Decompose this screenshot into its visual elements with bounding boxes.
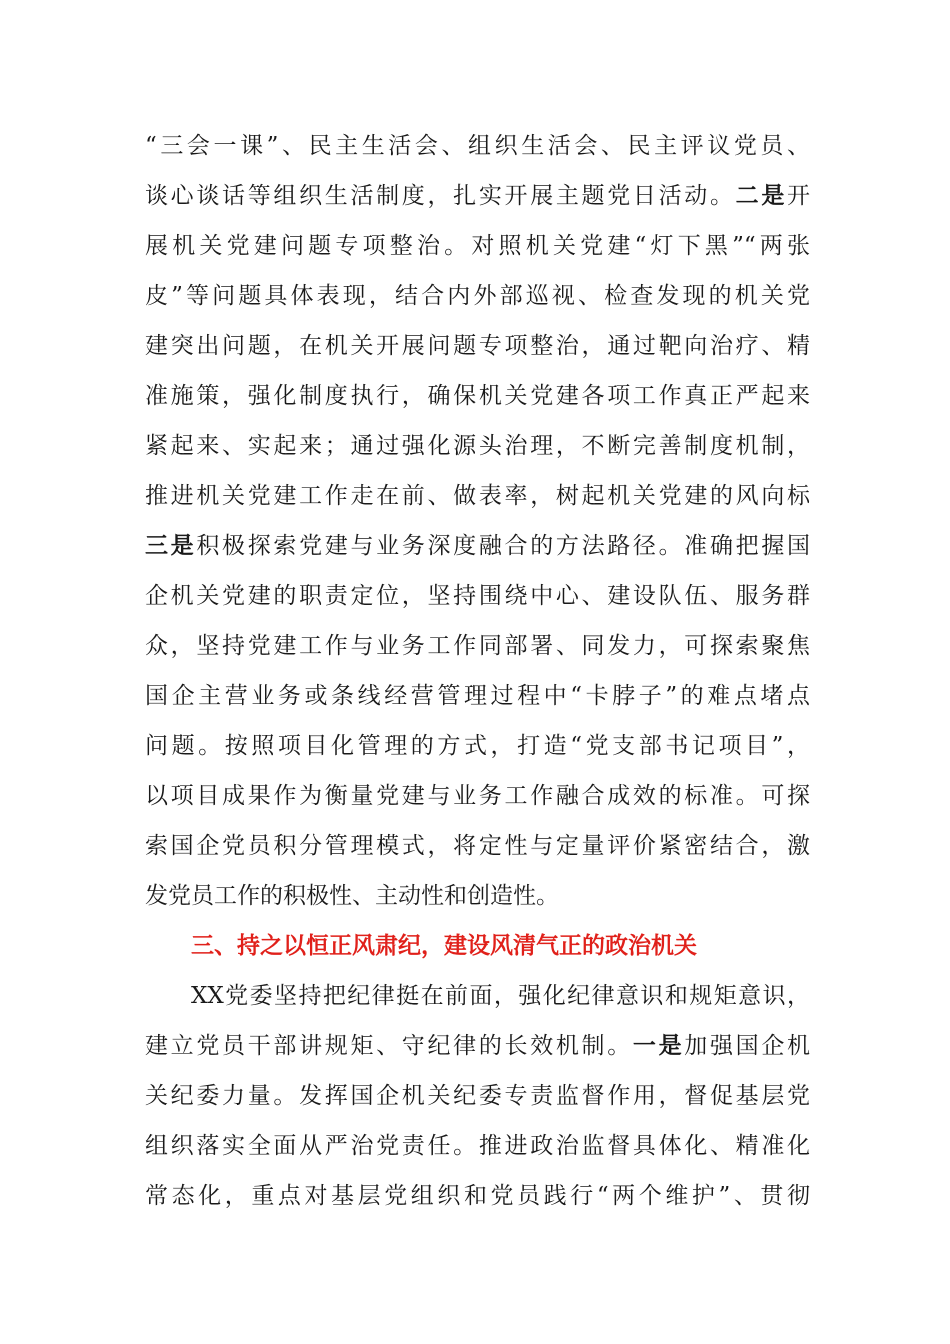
bold-marker-er-shi: 二是 [735, 183, 788, 209]
document-body [145, 121, 810, 1221]
para2-line-1-content: XX党委坚持把纪律挺在前面，强化纪律意识和规矩意识， [191, 983, 810, 1009]
text-line-11-content: 众，坚持党建工作与业务工作同部署、同发力，可探索聚焦 [145, 633, 810, 659]
text-line-16 [145, 871, 810, 921]
bold-marker-san-shi: 三是 [145, 533, 197, 559]
para2-line-5-content: 常态化，重点对基层党组织和党员践行“两个维护”、贯彻 [145, 1183, 810, 1209]
text-line-10 [145, 571, 810, 621]
text-line-15 [145, 821, 810, 871]
text-line-5-content: 建突出问题，在机关开展问题专项整治，通过靶向治疗、精 [145, 333, 810, 359]
section-heading: 三、持之以恒正风肃纪，建设风清气正的政治机关 [191, 933, 697, 959]
text-line-11 [145, 621, 810, 671]
text-line-9 [145, 521, 810, 571]
text-line-12 [145, 671, 810, 721]
text-line-7-content: 紧起来、实起来；通过强化源头治理，不断完善制度机制， [145, 433, 810, 459]
text-line-5 [145, 321, 810, 371]
text-line-6-content: 准施策，强化制度执行，确保机关党建各项工作真正严起来 [145, 383, 810, 409]
text-line-2 [145, 171, 810, 221]
para2-line-3-content: 关纪委力量。发挥国企机关纪委专责监督作用，督促基层党 [145, 1083, 810, 1109]
text-line-13 [145, 721, 810, 771]
text-line-3-content: 展机关党建问题专项整治。对照机关党建“灯下黑”“两张 [145, 233, 810, 259]
para2-line-4-content: 组织落实全面从严治党责任。推进政治监督具体化、精准化 [145, 1133, 810, 1159]
text-line-4-content: 皮”等问题具体表现，结合内外部巡视、检查发现的机关党 [145, 283, 810, 309]
text-line-8 [145, 471, 810, 521]
para2-line-4 [145, 1121, 810, 1171]
text-line-6 [145, 371, 810, 421]
text-line-2-content: 谈心谈话等组织生活制度，扎实开展主题党日活动。 [145, 183, 736, 209]
text-line-2-tail: 开 [787, 183, 810, 209]
text-line-12-content: 国企主营业务或条线经营管理过程中“卡脖子”的难点堵点 [145, 683, 810, 709]
text-line-16-content: 发党员工作的积极性、主动性和创造性。 [145, 883, 559, 909]
text-line-7 [145, 421, 810, 471]
text-line-13-content: 问题。按照项目化管理的方式，打造“党支部书记项目”， [145, 733, 810, 759]
text-line-1 [145, 121, 810, 171]
text-line-4 [145, 271, 810, 321]
para2-line-5 [145, 1171, 810, 1221]
text-line-8-content: 推进机关党建工作走在前、做表率，树起机关党建的风向标 [145, 483, 810, 509]
text-line-14-content: 以项目成果作为衡量党建与业务工作融合成效的标准。可探 [145, 783, 810, 809]
para2-line-2-tail: 加强国企机 [684, 1033, 810, 1059]
text-line-10-content: 企机关党建的职责定位，坚持围绕中心、建设队伍、服务群 [145, 583, 810, 609]
bold-marker-yi-shi: 一是 [632, 1033, 685, 1059]
text-line-1-content: “三会一课”、民主生活会、组织生活会、民主评议党员、 [145, 133, 810, 159]
text-line-14 [145, 771, 810, 821]
text-line-3 [145, 221, 810, 271]
para2-line-2 [145, 1021, 810, 1071]
para2-line-2-content: 建立党员干部讲规矩、守纪律的长效机制。 [145, 1033, 633, 1059]
text-line-15-content: 索国企党员积分管理模式，将定性与定量评价紧密结合，激 [145, 833, 810, 859]
text-line-9-content: 积极探索党建与业务深度融合的方法路径。准确把握国 [196, 533, 810, 559]
para2-line-1 [145, 971, 810, 1021]
para2-line-3 [145, 1071, 810, 1121]
